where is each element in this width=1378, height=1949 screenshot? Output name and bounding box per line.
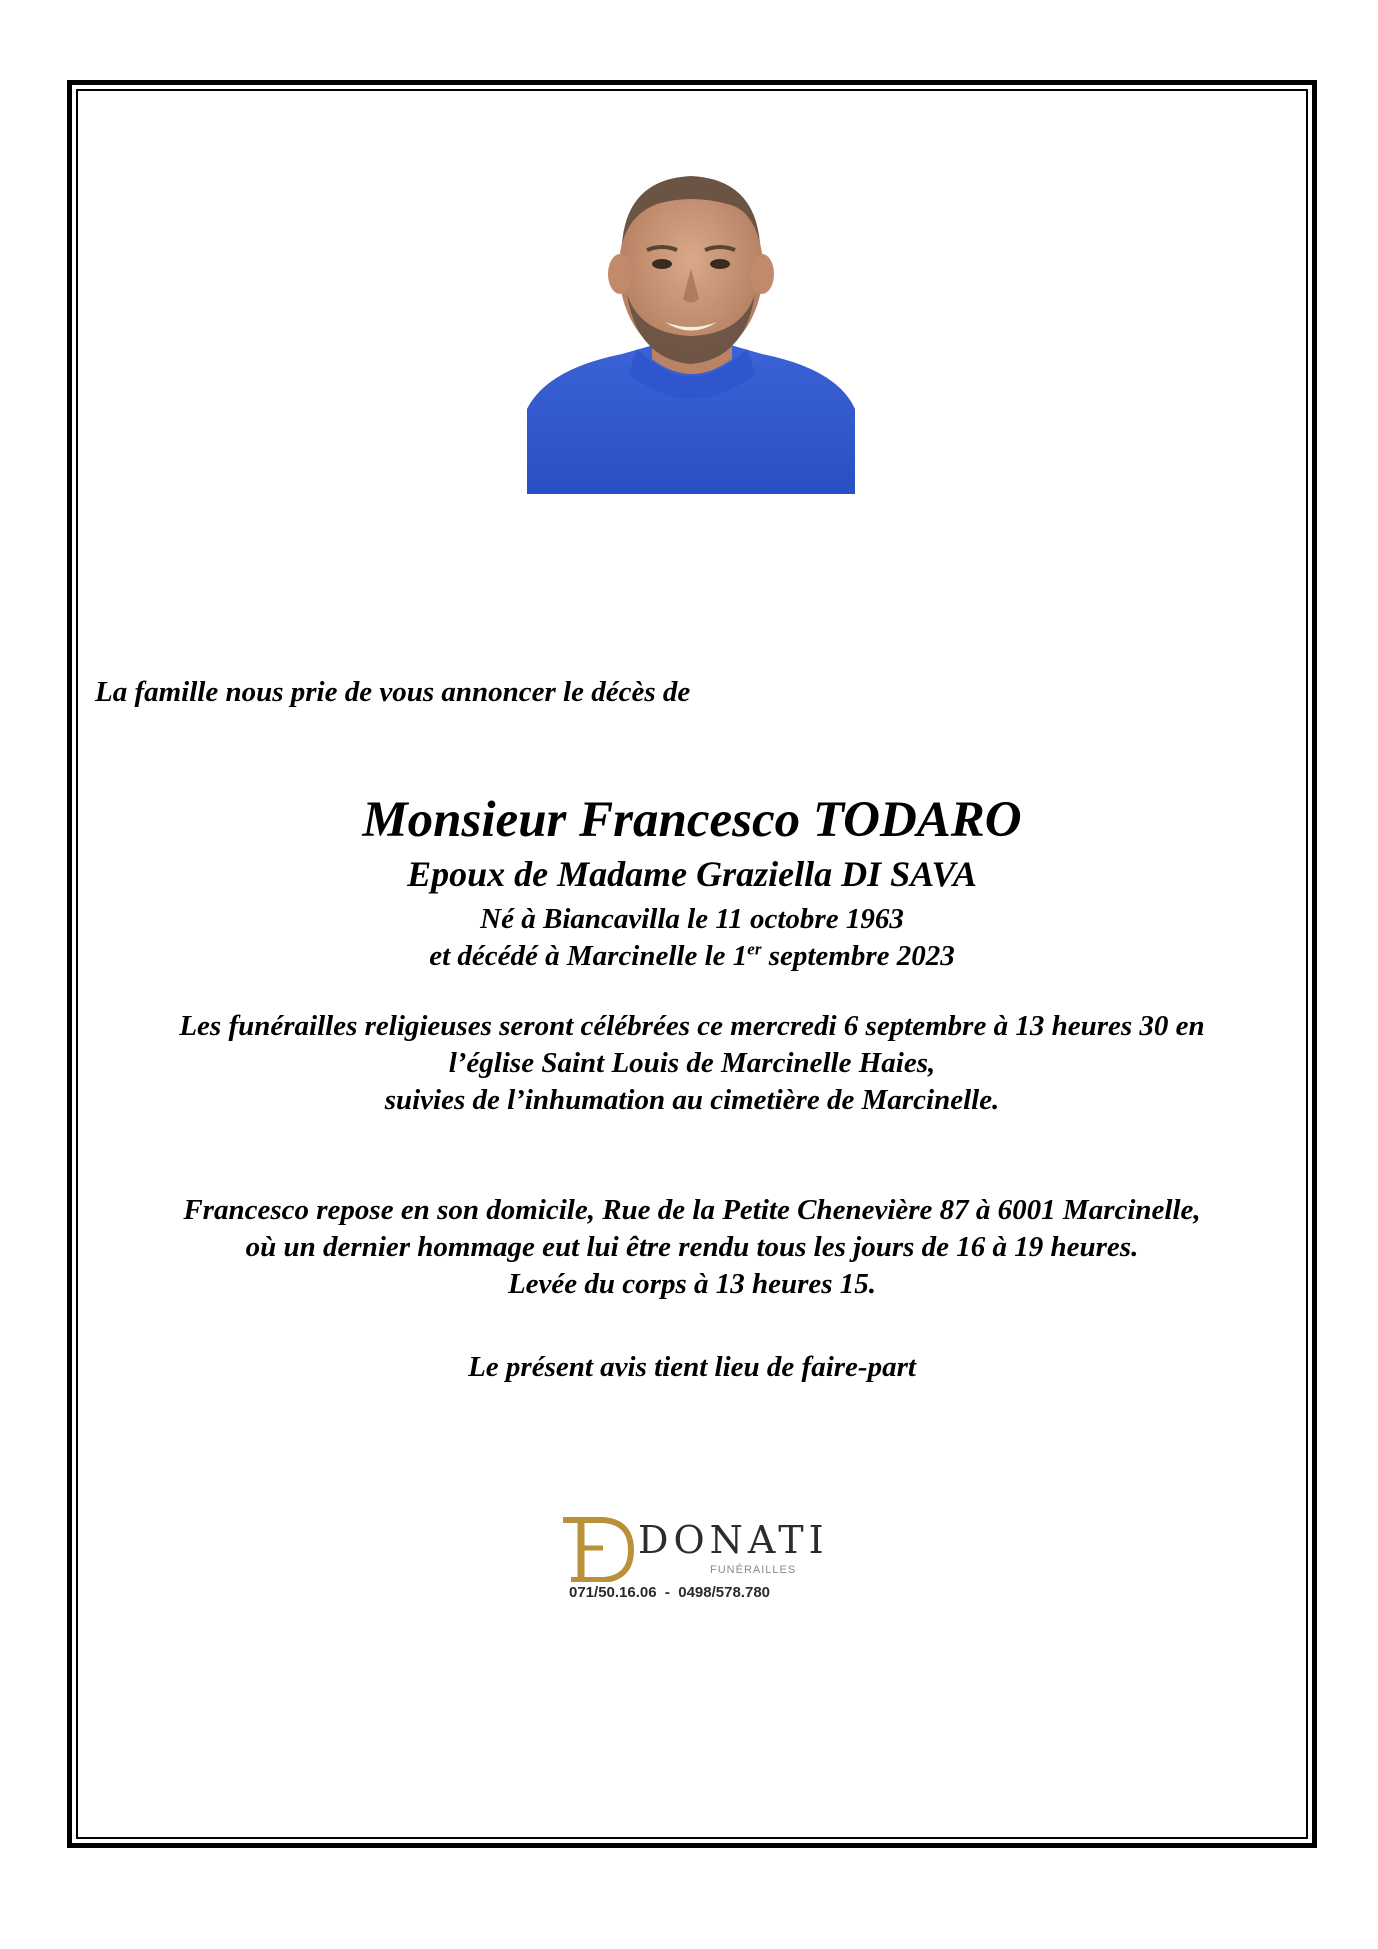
death-prefix: et décédé à Marcinelle le 1	[429, 940, 748, 972]
funeral-line-3: suivies de l’inhumation au cimetière de Marcinelle.	[384, 1084, 1000, 1116]
repose-line-3: Levée du corps à 13 heures 15.	[507, 1268, 877, 1300]
death-superscript: er	[747, 939, 762, 959]
funeral-line-2: l’église Saint Louis de Marcinelle Haies,	[448, 1047, 936, 1079]
funeral-line-1: Les funérailles religieuses seront célébrées ce mercredi 6 septembre à 13 heures 30 en	[179, 1010, 1205, 1042]
spouse-line: Epoux de Madame Graziella DI SAVA	[407, 854, 977, 894]
death-suffix: septembre 2023	[761, 940, 955, 972]
death-line	[80, 937, 1304, 975]
intro-text: La famille nous prie de vous annoncer le décès de	[95, 676, 691, 708]
donati-monogram-icon	[557, 1514, 637, 1582]
donati-logo	[555, 1510, 829, 1615]
repose-paragraph	[80, 1192, 1304, 1303]
repose-line-1: Francesco repose en son domicile, Rue de la Petite Chenevière 87 à 6001 Marcinelle,	[183, 1194, 1201, 1226]
logo-brand: DONATI	[638, 1518, 829, 1562]
logo-subtitle: FUNÉRAILLES	[710, 1564, 797, 1576]
logo-phone: 071/50.16.06 - 0498/578.780	[569, 1584, 771, 1601]
birth-line: Né à Biancavilla le 11 octobre 1963	[480, 903, 904, 935]
notice-line: Le présent avis tient lieu de faire-part	[468, 1351, 916, 1383]
funeral-paragraph	[80, 1008, 1304, 1119]
repose-line-2: où un dernier hommage eut lui être rendu tous les jours de 16 à 19 heures.	[245, 1231, 1139, 1263]
deceased-name: Monsieur Francesco TODARO	[362, 792, 1022, 848]
portrait-photo	[527, 174, 855, 494]
